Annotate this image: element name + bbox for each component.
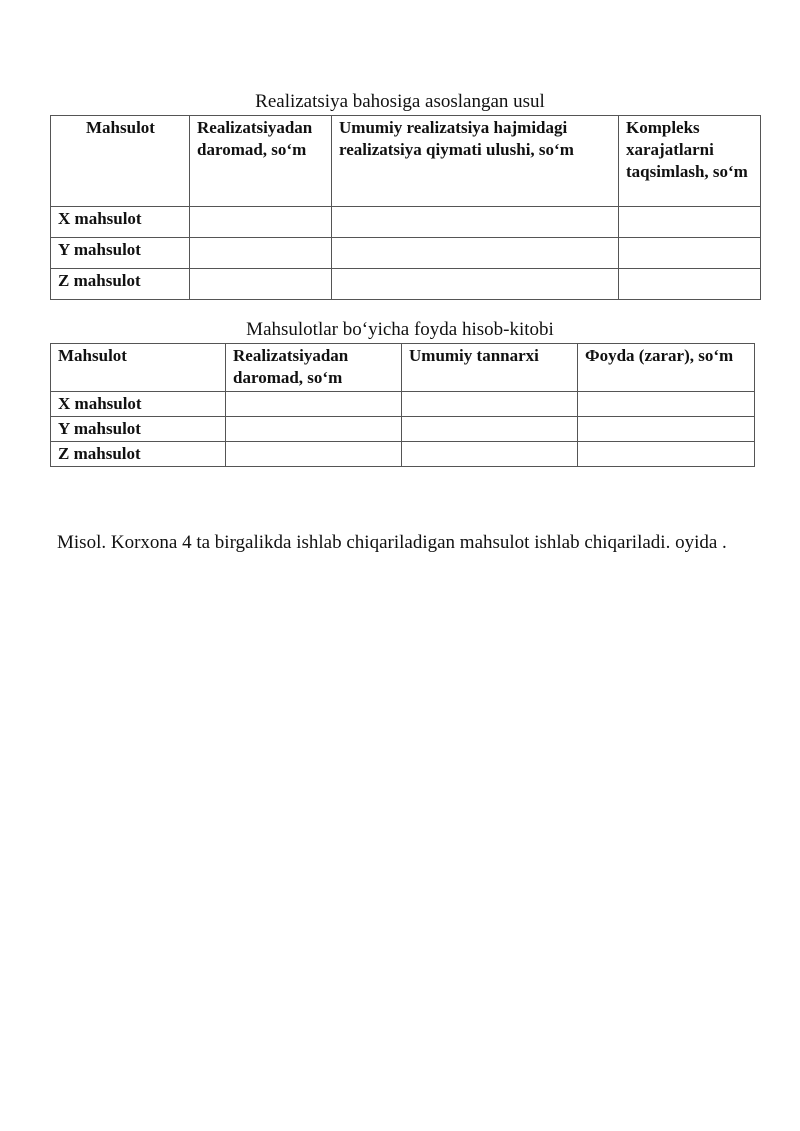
row-label: X mahsulot <box>51 207 190 238</box>
table-row <box>51 392 755 417</box>
table-cell <box>190 207 332 238</box>
header-profit: Фoyda (zarar), so‘m <box>578 344 755 392</box>
header-total-cost: Umumiy tannarxi <box>402 344 578 392</box>
table-cell <box>402 392 578 417</box>
table-row <box>51 238 761 269</box>
table-cell <box>332 238 619 269</box>
row-label: Z mahsulot <box>51 442 226 467</box>
table1-caption: Realizatsiya bahosiga asoslangan usul <box>255 91 545 112</box>
table-cell <box>332 207 619 238</box>
table2-caption: Mahsulotlar bo‘yicha foyda hisob-kitobi <box>246 319 554 340</box>
row-label: Y mahsulot <box>51 238 190 269</box>
table-cell <box>619 207 761 238</box>
profit-calculation-table <box>50 343 755 467</box>
table-cell <box>578 417 755 442</box>
table-row <box>51 207 761 238</box>
table-cell <box>619 238 761 269</box>
row-label: Z mahsulot <box>51 269 190 300</box>
table-header-row <box>51 116 761 207</box>
table-cell <box>226 417 402 442</box>
table-cell <box>619 269 761 300</box>
table-cell <box>226 392 402 417</box>
table-header-row <box>51 344 755 392</box>
row-label: Y mahsulot <box>51 417 226 442</box>
table-cell <box>332 269 619 300</box>
table-cell <box>402 417 578 442</box>
table-cell <box>402 442 578 467</box>
table-row <box>51 442 755 467</box>
row-label: X mahsulot <box>51 392 226 417</box>
table-cell <box>190 269 332 300</box>
header-revenue: Realizatsiyadan daromad, so‘m <box>190 116 332 207</box>
cost-allocation-table <box>50 115 761 300</box>
table-cell <box>578 442 755 467</box>
header-revenue: Realizatsiyadan daromad, so‘m <box>226 344 402 392</box>
table-cell <box>226 442 402 467</box>
table-cell <box>190 238 332 269</box>
table-row <box>51 417 755 442</box>
example-paragraph: Misol. Korxona 4 ta birgalikda ishlab chiqariladigan mahsulot ishlab chiqariladi. oyida . <box>57 532 727 553</box>
table-row <box>51 269 761 300</box>
header-sales-share: Umumiy realizatsiya hajmidagi realizatsiya qiymati ulushi, so‘m <box>332 116 619 207</box>
header-cost-allocation: Kompleks xarajatlarni taqsimlash, so‘m <box>619 116 761 207</box>
header-product: Mahsulot <box>51 344 226 392</box>
header-product: Mahsulot <box>51 116 190 207</box>
table-cell <box>578 392 755 417</box>
